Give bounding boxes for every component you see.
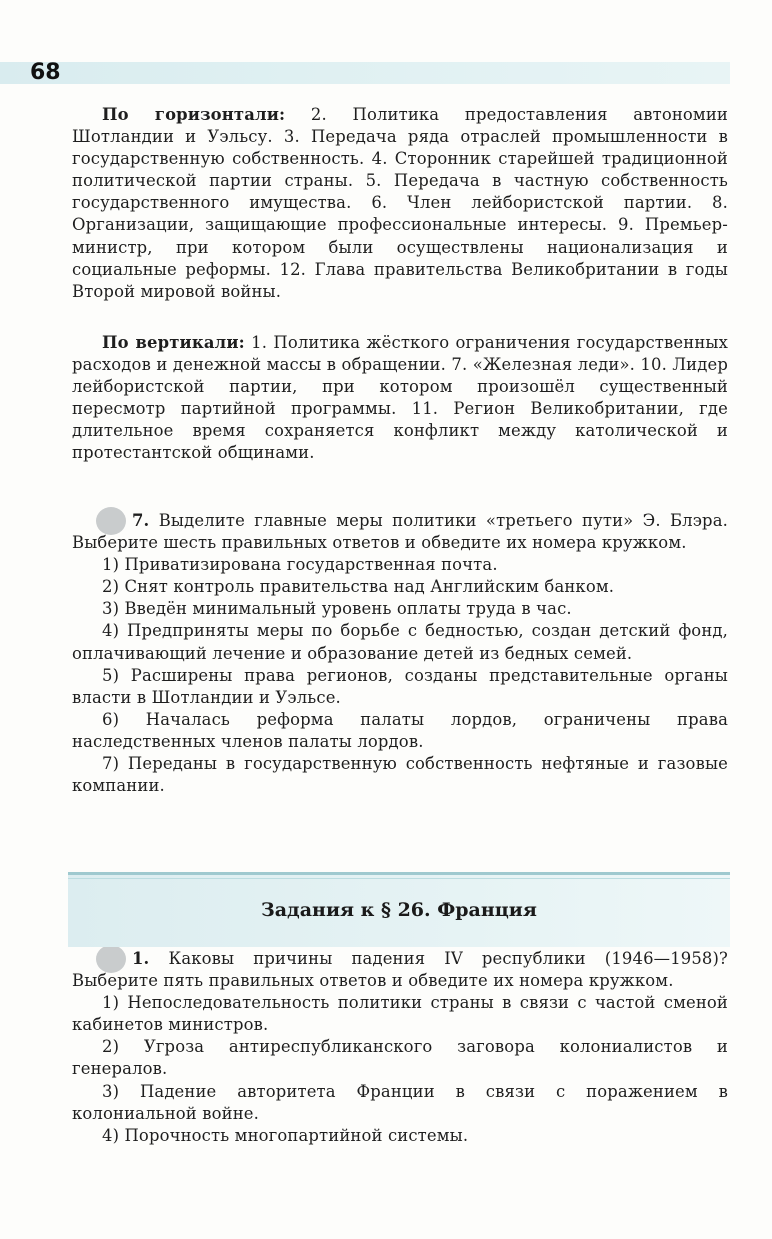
crossword-vertical bbox=[72, 332, 728, 465]
list-item: 6) Началась реформа палаты лордов, ограничены права наследственных членов палаты лордов. bbox=[72, 709, 728, 751]
horizontal-clues: 2. Политика предоставления автономии Шотландии и Уэльсу. 3. Передача ряда отраслей промышленности в государственную собственность. 4. Сторонник старейшей традиционной политической партии страны. 5. Передача в частную собственность государственного имущества. 6. Член лейбористской партии. 8. Организации, защищающие профессиональные интересы. 9. Премьер-министр, при котором были осуществлены национализация и социальные реформы. 12. Глава правительства Великобритании в годы Второй мировой войны. bbox=[72, 105, 728, 301]
list-item: 1) Непоследовательность политики страны в связи с частой сменой кабинетов министров. bbox=[72, 993, 728, 1035]
task-7-question: Выделите главные меры политики «третьего пути» Э. Блэра. Выберите шесть правильных ответов и обведите их номера кружком. bbox=[72, 511, 728, 553]
task-1-number: 1. bbox=[102, 948, 149, 970]
task-7-number: 7. bbox=[102, 510, 149, 532]
list-item: 2) Снят контроль правительства над Английским банком. bbox=[102, 577, 615, 597]
crossword-horizontal bbox=[72, 104, 728, 303]
list-item: 4) Предприняты меры по борьбе с бедностью, создан детский фонд, оплачивающий лечение и образование детей из бедных семей. bbox=[72, 621, 728, 663]
page-number: 68 bbox=[30, 60, 61, 85]
task-1 bbox=[72, 948, 728, 1147]
task-1-question: Каковы причины падения IV республики (1946—1958)? Выберите пять правильных ответов и обведите их номера кружком. bbox=[72, 949, 728, 991]
list-item: 5) Расширены права регионов, созданы представительные органы власти в Шотландии и Уэльсе. bbox=[72, 665, 728, 707]
list-item: 3) Падение авторитета Франции в связи с поражением в колониальной войне. bbox=[72, 1081, 728, 1123]
horizontal-label: По горизонтали: bbox=[102, 105, 286, 124]
header-band bbox=[0, 62, 730, 84]
list-item: 2) Угроза антиреспубликанского заговора колониалистов и генералов. bbox=[72, 1037, 728, 1079]
section-header bbox=[68, 872, 730, 947]
list-item: 7) Переданы в государственную собственность нефтяные и газовые компании. bbox=[72, 754, 728, 796]
list-item: 1) Приватизирована государственная почта. bbox=[102, 555, 498, 575]
section-title: Задания к § 26. Франция bbox=[261, 899, 537, 921]
task-7 bbox=[72, 510, 728, 797]
list-item: 4) Порочность многопартийной системы. bbox=[102, 1125, 469, 1145]
list-item: 3) Введён минимальный уровень оплаты труда в час. bbox=[102, 599, 572, 619]
vertical-label: По вертикали: bbox=[102, 333, 245, 352]
vertical-clues: 1. Политика жёсткого ограничения государственных расходов и денежной массы в обращении. 7. «Железная леди». 10. Лидер лейбористской партии, при котором произошёл существенный пересмотр партийной программы. 11. Регион Великобритании, где длительное время сохраняется конфликт между католической и протестантской общинами. bbox=[72, 333, 728, 463]
